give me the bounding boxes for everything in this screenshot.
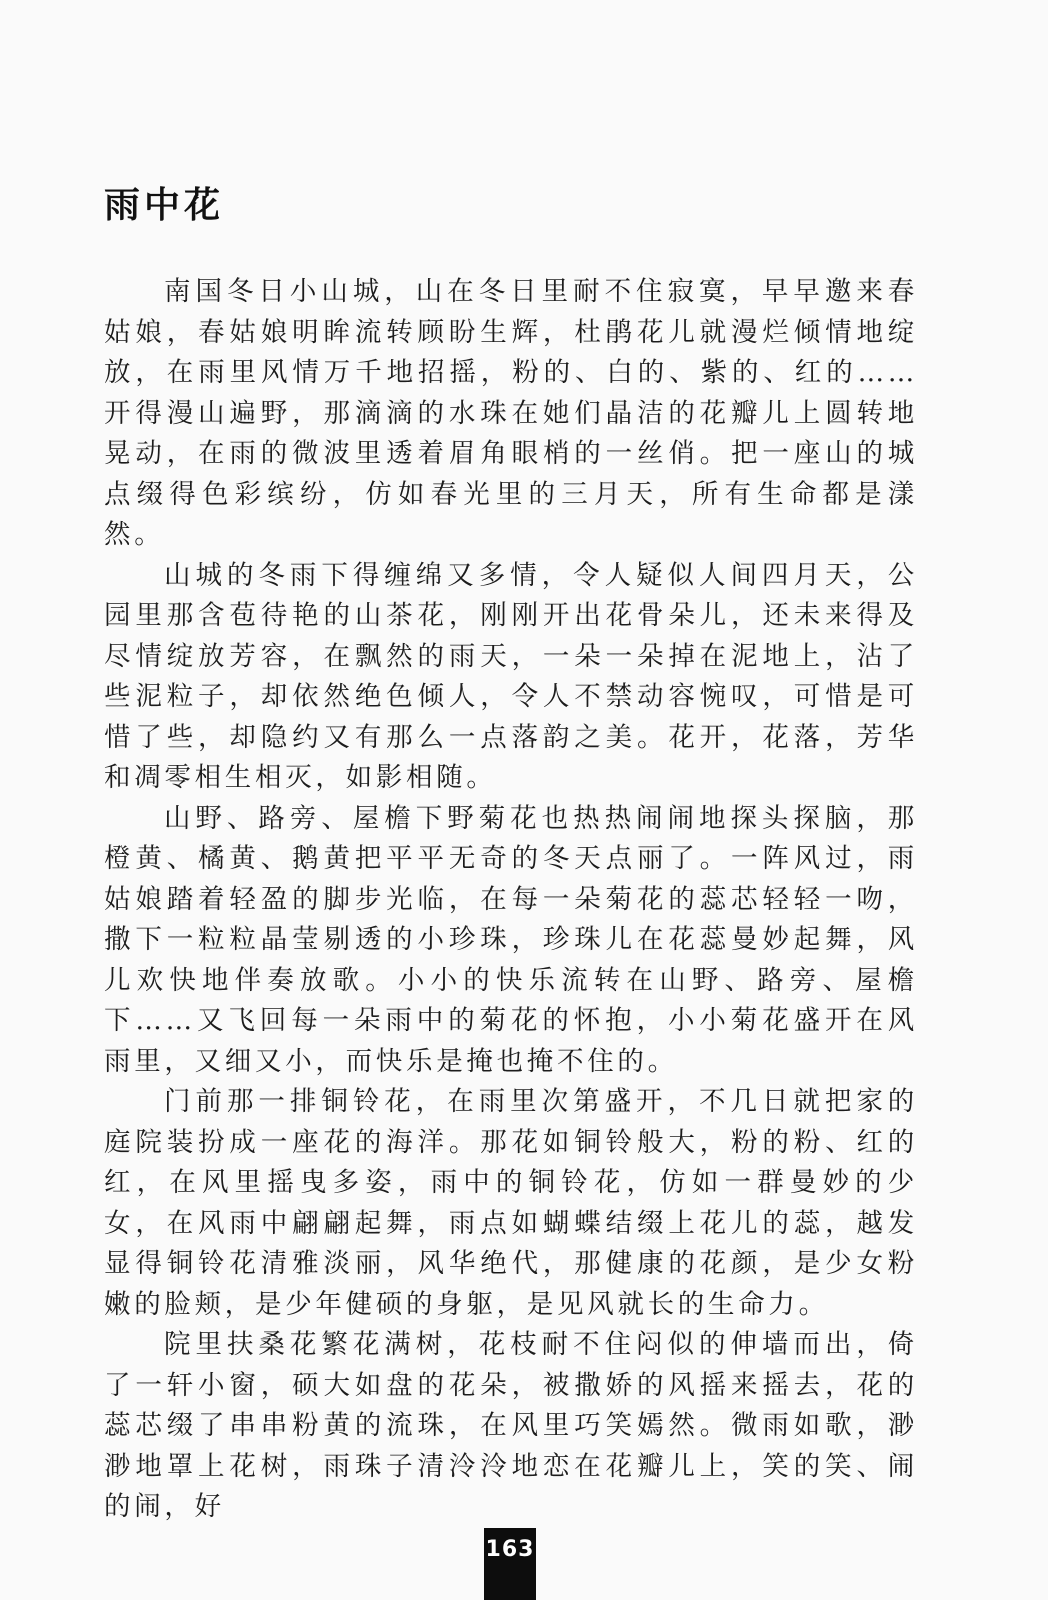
chapter-title: 雨中花 xyxy=(104,185,225,226)
paragraph: 门前那一排铜铃花，在雨里次第盛开，不几日就把家的庭院装扮成一座花的海洋。那花如铜铃般大，粉的粉、红的红，在风里摇曳多姿，雨中的铜铃花，仿如一群曼妙的少女，在风雨中翩翩起舞，雨点如蝴蝶结缀上花儿的蕊，越发显得铜铃花清雅淡丽，风华绝代，那健康的花颜，是少女粉嫩的脸颊，是少年健硕的身躯，是见风就长的生命力。 xyxy=(104,1086,918,1320)
paragraph: 院里扶桑花繁花满树，花枝耐不住闷似的伸墙而出，倚了一轩小窗，硕大如盘的花朵，被撒娇的风摇来摇去，花的蕊芯缀了串串粉黄的流珠，在风里巧笑嫣然。微雨如歌，渺渺地罩上花树，雨珠子清泠泠地恋在花瓣儿上，笑的笑、闹的闹，好 xyxy=(104,1329,918,1522)
paragraph: 山城的冬雨下得缠绵又多情，令人疑似人间四月天，公园里那含苞待艳的山茶花，刚刚开出花骨朵儿，还未来得及尽情绽放芳容，在飘然的雨天，一朵一朵掉在泥地上，沾了些泥粒子，却依然绝色倾人，令人不禁动容惋叹，可惜是可惜了些，却隐约又有那么一点落韵之美。花开，花落，芳华和凋零相生相灭，如影相随。 xyxy=(104,559,918,793)
article-body xyxy=(104,272,918,1528)
paragraph: 南国冬日小山城，山在冬日里耐不住寂寞，早早邀来春姑娘，春姑娘明眸流转顾盼生辉，杜鹃花儿就漫烂倾情地绽放，在雨里风情万千地招摇，粉的、白的、紫的、红的……开得漫山遍野，那滴滴的水珠在她们晶洁的花瓣儿上圆转地晃动，在雨的微波里透着眉角眼梢的一丝俏。把一座山的城点缀得色彩缤纷，仿如春光里的三月天，所有生命都是漾然。 xyxy=(104,276,918,550)
paragraph: 山野、路旁、屋檐下野菊花也热热闹闹地探头探脑，那橙黄、橘黄、鹅黄把平平无奇的冬天点丽了。一阵风过，雨姑娘踏着轻盈的脚步光临，在每一朵菊花的蕊芯轻轻一吻，撒下一粒粒晶莹剔透的小珍珠，珍珠儿在花蕊曼妙起舞，风儿欢快地伴奏放歌。小小的快乐流转在山野、路旁、屋檐下……又飞回每一朵雨中的菊花的怀抱，小小菊花盛开在风雨里，又细又小，而快乐是掩也掩不住的。 xyxy=(104,802,918,1077)
page-number: 163 xyxy=(484,1528,536,1600)
